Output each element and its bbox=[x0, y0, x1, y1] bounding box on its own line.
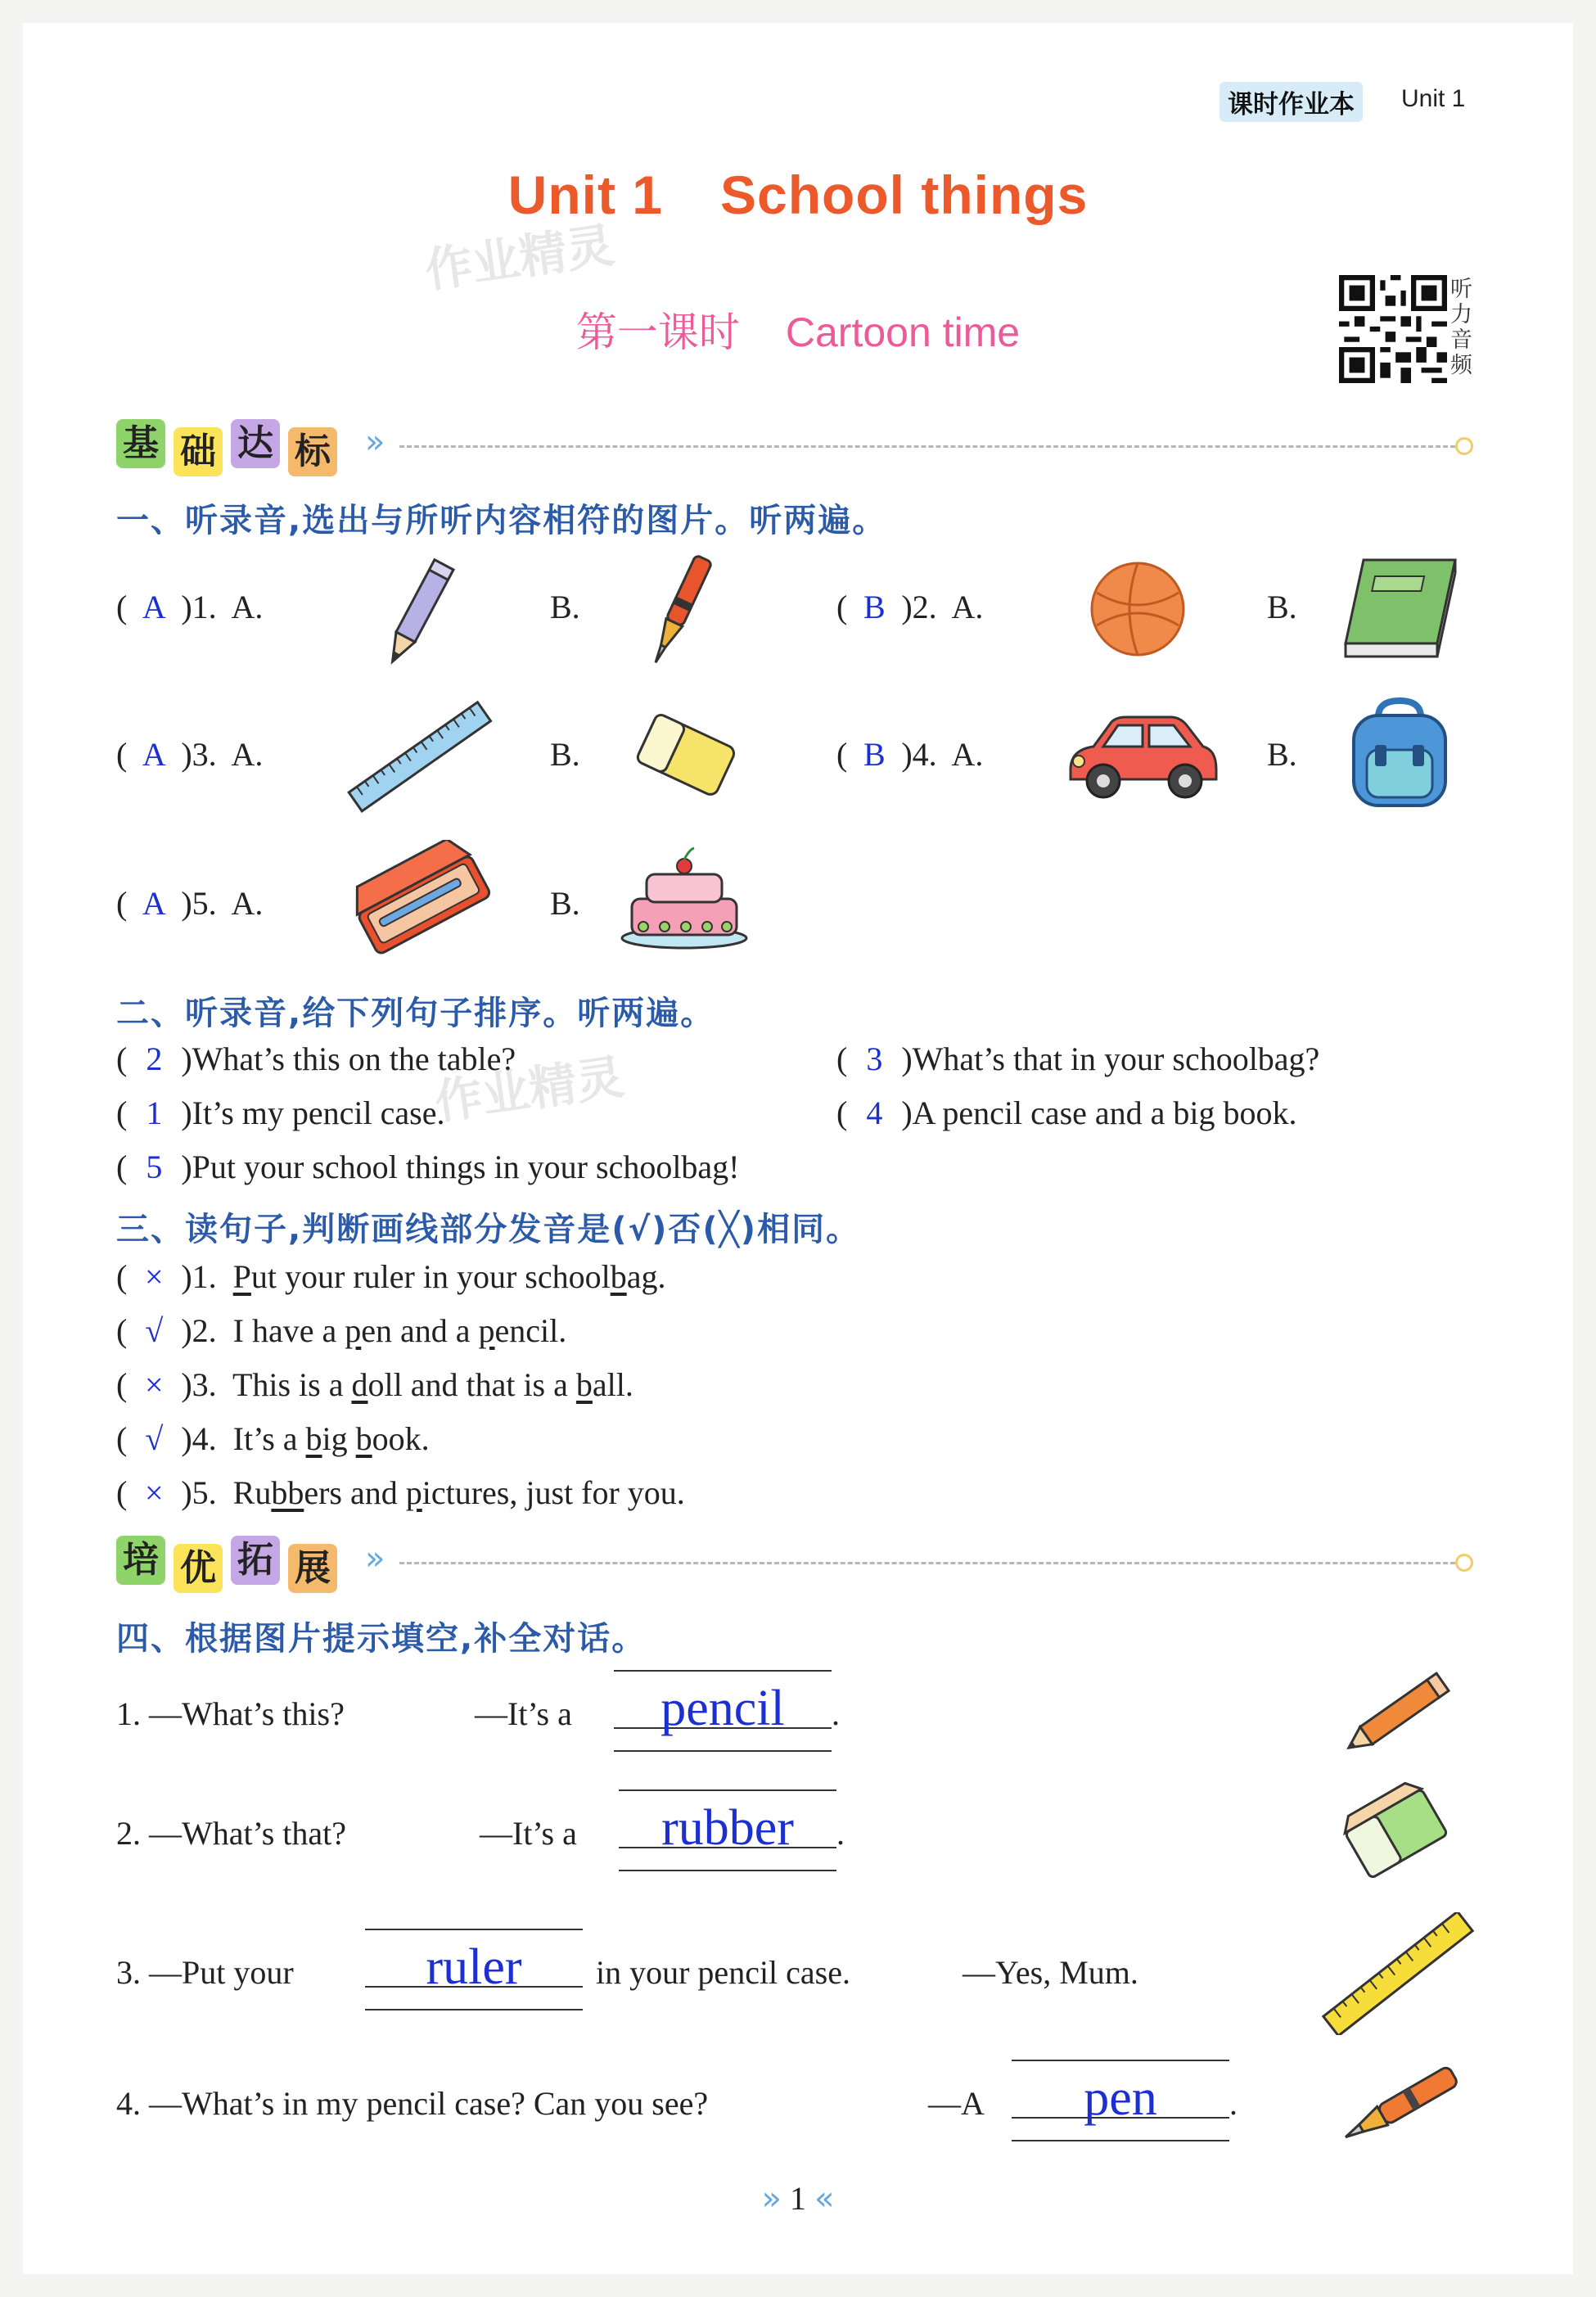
q4-reply: —It’s a bbox=[480, 1815, 577, 1852]
option-a: A. bbox=[951, 736, 984, 773]
section-arrow-icon: » bbox=[365, 423, 385, 461]
answer-writing-lines[interactable] bbox=[619, 1776, 836, 1875]
q4-heading: 四、根据图片提示填空,补全对话。 bbox=[116, 1620, 647, 1658]
answer-writing-lines[interactable] bbox=[614, 1657, 832, 1755]
answer: ruler bbox=[426, 1939, 522, 1995]
answer: pencil bbox=[660, 1681, 785, 1736]
divider-end-icon bbox=[1455, 437, 1473, 455]
answer-writing-lines[interactable] bbox=[1012, 2047, 1229, 2145]
q3-item: ( √ )2. I have a pen and a pencil. bbox=[116, 1312, 567, 1349]
watermark: 作业精灵 bbox=[422, 217, 618, 299]
answer[interactable]: 3 bbox=[866, 1040, 883, 1077]
q1-item-2: ( B )2. A. bbox=[836, 589, 984, 625]
sentence: It’s my pencil case. bbox=[192, 1094, 445, 1131]
q1-item-5: ( A )5. A. bbox=[116, 885, 264, 922]
item-num: 1. bbox=[116, 1695, 141, 1732]
underlined: b bbox=[610, 1258, 627, 1295]
schoolbag-icon bbox=[1342, 697, 1457, 810]
option-a: A. bbox=[951, 589, 984, 625]
text: en and a bbox=[361, 1312, 479, 1349]
text: all. bbox=[592, 1366, 633, 1403]
text: ers and bbox=[304, 1474, 406, 1511]
answer: pen bbox=[1084, 2070, 1157, 2126]
answer[interactable]: × bbox=[145, 1474, 164, 1511]
item-num: 5. bbox=[192, 1474, 217, 1511]
period: . bbox=[832, 1695, 840, 1732]
badge-char: 培 bbox=[116, 1536, 165, 1585]
answer[interactable]: 2 bbox=[146, 1040, 163, 1077]
option-a: A. bbox=[231, 589, 264, 625]
answer-writing-lines[interactable] bbox=[365, 1916, 583, 2014]
underlined: p bbox=[345, 1312, 362, 1349]
underlined: d bbox=[351, 1366, 368, 1403]
question: —What’s this? bbox=[149, 1695, 345, 1732]
answer: rubber bbox=[661, 1800, 794, 1856]
q3-item: ( × )1. Put your ruler in your schoolbag. bbox=[116, 1258, 666, 1295]
pencil-case-icon bbox=[350, 840, 494, 963]
lesson-part: 第一课时 bbox=[575, 309, 740, 355]
ruler-icon bbox=[342, 693, 499, 824]
text: I have a bbox=[232, 1312, 345, 1349]
q2-item: ( 2 )What’s this on the table? bbox=[116, 1040, 516, 1077]
title-name: School things bbox=[720, 165, 1089, 225]
answer[interactable]: × bbox=[145, 1258, 164, 1295]
q1-item-1: ( A )1. A. bbox=[116, 589, 264, 625]
page-arrow-icon: » bbox=[761, 2180, 782, 2218]
sentence-rest: in your pencil case. bbox=[596, 1954, 850, 1991]
underlined: b bbox=[355, 1420, 372, 1457]
divider-end-icon bbox=[1455, 1554, 1473, 1572]
book-tag: 课时作业本 bbox=[1220, 82, 1363, 122]
q2-item: ( 5 )Put your school things in your schoolbag! bbox=[116, 1148, 740, 1185]
sentence: Put your school things in your schoolbag! bbox=[192, 1148, 740, 1185]
item-num: 2. bbox=[912, 589, 937, 625]
item-num: 3. bbox=[116, 1954, 141, 1991]
item-num: 3. bbox=[192, 736, 217, 773]
q1-option-b: B. bbox=[1267, 736, 1297, 773]
car-icon bbox=[1064, 711, 1221, 801]
text: It’s a bbox=[232, 1420, 306, 1457]
q4-item-3 bbox=[116, 1953, 294, 1992]
item-num: 1. bbox=[192, 589, 217, 625]
question: —What’s that? bbox=[149, 1815, 347, 1852]
answer[interactable]: √ bbox=[145, 1420, 164, 1457]
answer[interactable]: √ bbox=[145, 1312, 164, 1349]
q4-item-2 bbox=[116, 1814, 346, 1852]
text: ut your ruler in your school bbox=[250, 1258, 611, 1295]
section-arrow-icon: » bbox=[365, 1540, 385, 1577]
q3-item: ( × )5. Rubbers and pictures, just for you. bbox=[116, 1474, 685, 1511]
question: —What’s in my pencil case? Can you see? bbox=[149, 2085, 709, 2122]
underlined: P bbox=[232, 1258, 251, 1295]
page-number-value: 1 bbox=[790, 2180, 806, 2217]
page-number bbox=[0, 2179, 1596, 2218]
cake-icon bbox=[619, 845, 750, 951]
badge-char: 础 bbox=[174, 427, 223, 476]
answer[interactable]: 5 bbox=[146, 1148, 163, 1185]
section-divider bbox=[399, 1562, 1455, 1564]
answer[interactable]: A bbox=[142, 736, 166, 773]
pencil-icon bbox=[1334, 1658, 1472, 1763]
lesson-name: Cartoon time bbox=[785, 309, 1021, 355]
q1-option-b: B. bbox=[1267, 589, 1297, 625]
badge-char: 标 bbox=[288, 427, 337, 476]
item-num: 1. bbox=[192, 1258, 217, 1295]
fountain-pen-icon bbox=[1334, 2056, 1470, 2155]
sentence: A pencil case and a big book. bbox=[912, 1094, 1297, 1131]
badge-char: 达 bbox=[231, 419, 280, 468]
title-unit: Unit 1 bbox=[507, 165, 663, 225]
option-a: A. bbox=[231, 885, 264, 922]
sentence: What’s this on the table? bbox=[192, 1040, 516, 1077]
answer[interactable]: 4 bbox=[866, 1094, 883, 1131]
text: ook. bbox=[372, 1420, 430, 1457]
section-advanced-badge bbox=[116, 1536, 345, 1593]
text: ag. bbox=[626, 1258, 666, 1295]
period: . bbox=[1229, 2085, 1238, 2122]
underlined: bb bbox=[271, 1474, 304, 1511]
q1-option-b: B. bbox=[550, 736, 580, 773]
answer[interactable]: B bbox=[863, 736, 886, 773]
q4-reply: —It’s a bbox=[475, 1695, 572, 1732]
ruler-icon bbox=[1318, 1912, 1478, 2035]
q1-option-b: B. bbox=[550, 885, 580, 922]
q3-item: ( √ )4. It’s a big book. bbox=[116, 1420, 430, 1457]
q2-item: ( 4 )A pencil case and a big book. bbox=[836, 1094, 1297, 1131]
book-icon bbox=[1339, 553, 1462, 663]
text: encil. bbox=[494, 1312, 567, 1349]
q1-item-4: ( B )4. A. bbox=[836, 736, 984, 773]
answer[interactable]: A bbox=[142, 885, 166, 922]
q2-item: ( 3 )What’s that in your schoolbag? bbox=[836, 1040, 1320, 1077]
item-num: 4. bbox=[912, 736, 937, 773]
rubber-icon bbox=[633, 712, 737, 802]
q4-reply: —A bbox=[928, 2085, 985, 2122]
q2-heading: 二、听录音,给下列句子排序。听两遍。 bbox=[116, 995, 715, 1032]
pencil-icon bbox=[373, 552, 463, 675]
q4-item-1 bbox=[116, 1695, 345, 1733]
q1-item-3: ( A )3. A. bbox=[116, 736, 264, 773]
period: . bbox=[836, 1815, 845, 1852]
watermark: 作业精灵 bbox=[431, 1049, 628, 1130]
badge-char: 展 bbox=[288, 1544, 337, 1593]
underlined: p bbox=[478, 1312, 495, 1349]
answer[interactable]: × bbox=[145, 1366, 164, 1403]
item-num: 3. bbox=[192, 1366, 217, 1403]
q1-option-b: B. bbox=[550, 589, 580, 625]
fountain-pen-icon bbox=[635, 548, 725, 671]
badge-char: 基 bbox=[116, 419, 165, 468]
page-arrow-icon: « bbox=[814, 2180, 835, 2218]
q3-item: ( × )3. This is a doll and that is a ball. bbox=[116, 1366, 633, 1403]
item-num: 4. bbox=[116, 2085, 141, 2122]
text: This is a bbox=[232, 1366, 352, 1403]
text: ig bbox=[322, 1420, 356, 1457]
option-a: A. bbox=[231, 736, 264, 773]
qr-code-icon[interactable] bbox=[1339, 275, 1447, 383]
q4-reply: —Yes, Mum. bbox=[963, 1954, 1138, 1991]
item-num: 4. bbox=[192, 1420, 217, 1457]
answer[interactable]: 1 bbox=[146, 1094, 163, 1131]
underlined: b bbox=[305, 1420, 322, 1457]
text: oll and that is a bbox=[367, 1366, 576, 1403]
section-divider bbox=[399, 445, 1455, 448]
page-title bbox=[0, 164, 1596, 226]
qr-label: 听力音频 bbox=[1450, 277, 1472, 377]
q3-heading: 三、读句子,判断画线部分发音是(√)否(╳)相同。 bbox=[116, 1211, 861, 1248]
header-unit: Unit 1 bbox=[1401, 85, 1466, 112]
badge-char: 拓 bbox=[231, 1536, 280, 1585]
q1-heading: 一、听录音,选出与所听内容相符的图片。听两遍。 bbox=[116, 502, 887, 539]
section-basic-badge bbox=[116, 419, 345, 476]
q4-item-4 bbox=[116, 2084, 708, 2123]
q2-item: ( 1 )It’s my pencil case. bbox=[116, 1094, 445, 1131]
item-num: 2. bbox=[192, 1312, 217, 1349]
badge-char: 优 bbox=[174, 1544, 223, 1593]
item-num: 2. bbox=[116, 1815, 141, 1852]
answer[interactable]: A bbox=[142, 589, 166, 625]
question: —Put your bbox=[149, 1954, 294, 1991]
item-num: 5. bbox=[192, 885, 217, 922]
text: ictures, just for you. bbox=[422, 1474, 685, 1511]
rubber-icon bbox=[1337, 1778, 1455, 1889]
ball-icon bbox=[1089, 560, 1187, 658]
answer[interactable]: B bbox=[863, 589, 886, 625]
underlined: b bbox=[575, 1366, 593, 1403]
sentence: What’s that in your schoolbag? bbox=[912, 1040, 1320, 1077]
underlined: p bbox=[405, 1474, 422, 1511]
text: Ru bbox=[232, 1474, 272, 1511]
